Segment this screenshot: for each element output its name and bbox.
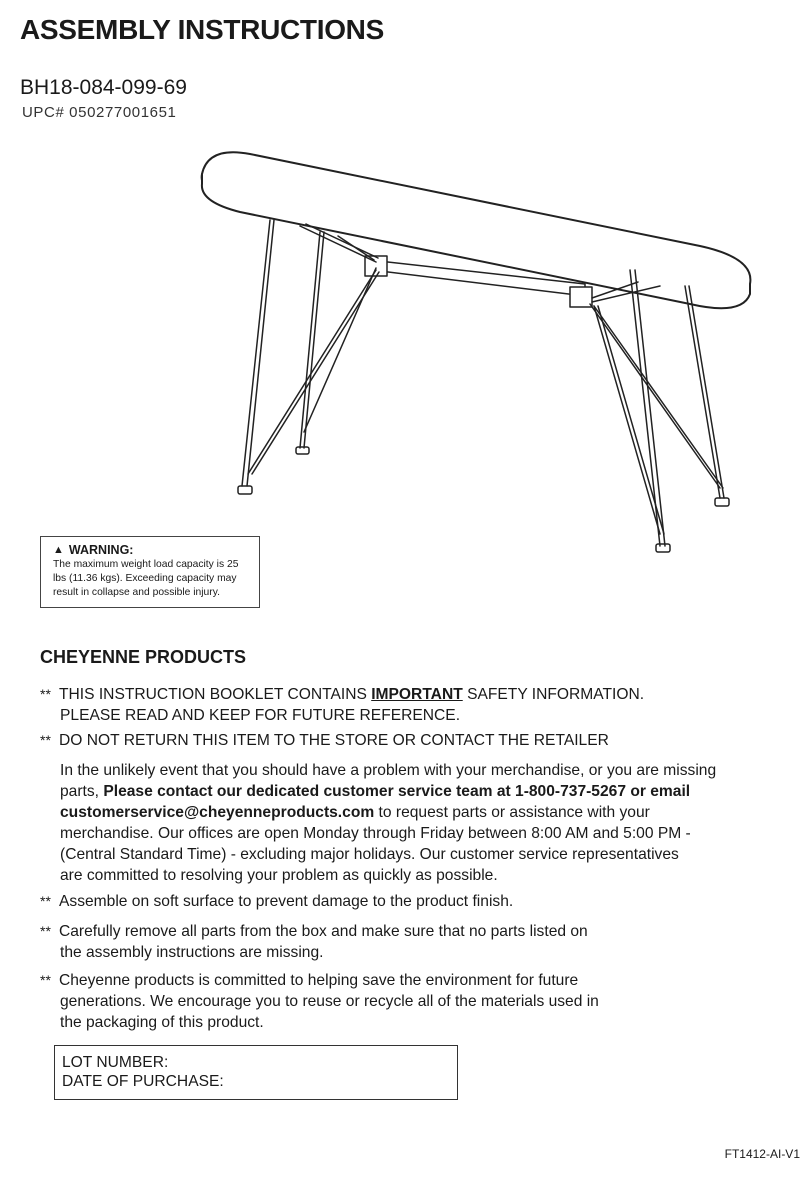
- warning-text-line: lbs (11.36 kgs). Exceeding capacity may: [53, 573, 237, 584]
- notice-important: [40, 684, 644, 726]
- bullet-marker: **: [40, 893, 51, 909]
- contact-line: to request parts or assistance with your: [374, 804, 650, 821]
- console-table-illustration-icon: [190, 136, 790, 556]
- bullet-marker: **: [40, 972, 51, 988]
- notice-do-not-return: [40, 730, 609, 751]
- notice-text: Assemble on soft surface to prevent damage to the product finish.: [59, 893, 514, 910]
- bullet-marker: **: [40, 732, 51, 748]
- model-number: BH18-084-099-69: [20, 76, 187, 99]
- notice-text: generations. We encourage you to reuse or recycle all of the materials used in: [60, 993, 599, 1010]
- date-of-purchase-label: DATE OF PURCHASE:: [62, 1073, 224, 1090]
- notice-text: SAFETY INFORMATION.: [462, 686, 645, 703]
- warning-triangle-icon: ▲: [53, 544, 64, 556]
- notice-text: the assembly instructions are missing.: [60, 944, 324, 961]
- notice-environment: [40, 970, 599, 1033]
- contact-line: merchandise. Our offices are open Monday through Friday between 8:00 AM and 5:00 PM -: [60, 825, 691, 842]
- customer-service-paragraph: [60, 760, 800, 886]
- notice-text: PLEASE READ AND KEEP FOR FUTURE REFERENCE.: [60, 707, 461, 724]
- bullet-marker: **: [40, 686, 51, 702]
- notice-text: Carefully remove all parts from the box and make sure that no parts listed on: [59, 923, 588, 940]
- important-emphasis: IMPORTANT: [371, 686, 463, 703]
- contact-line: parts,: [60, 783, 104, 800]
- notice-soft-surface: [40, 891, 513, 912]
- notice-text: DO NOT RETURN THIS ITEM TO THE STORE OR CONTACT THE RETAILER: [59, 732, 609, 749]
- lot-number-label: LOT NUMBER:: [62, 1054, 169, 1071]
- warning-text-line: result in collapse and possible injury.: [53, 587, 220, 598]
- warning-box: [40, 536, 260, 608]
- contact-email[interactable]: customerservice@cheyenneproducts.com: [60, 804, 375, 821]
- warning-text-line: The maximum weight load capacity is 25: [53, 559, 239, 570]
- notice-text: Cheyenne products is committed to helping save the environment for future: [59, 972, 579, 989]
- contact-line: (Central Standard Time) - excluding major holidays. Our customer service representatives: [60, 846, 679, 863]
- notice-parts-check: [40, 921, 588, 963]
- document-code: FT1412-AI-V1: [724, 1147, 800, 1161]
- page-title: ASSEMBLY INSTRUCTIONS: [20, 14, 384, 45]
- notice-text: THIS INSTRUCTION BOOKLET CONTAINS: [59, 686, 372, 703]
- contact-phone-text: Please contact our dedicated customer service team at 1-800-737-5267 or email: [103, 783, 691, 800]
- notice-text: the packaging of this product.: [60, 1014, 264, 1031]
- bullet-marker: **: [40, 923, 51, 939]
- company-name: CHEYENNE PRODUCTS: [40, 647, 247, 667]
- upc-code: UPC# 050277001651: [22, 104, 177, 121]
- contact-line: are committed to resolving your problem as quickly as possible.: [60, 867, 498, 884]
- contact-line: In the unlikely event that you should have a problem with your merchandise, or you are missing: [60, 762, 717, 779]
- lot-record-box: [54, 1045, 458, 1100]
- warning-heading: WARNING:: [68, 543, 134, 557]
